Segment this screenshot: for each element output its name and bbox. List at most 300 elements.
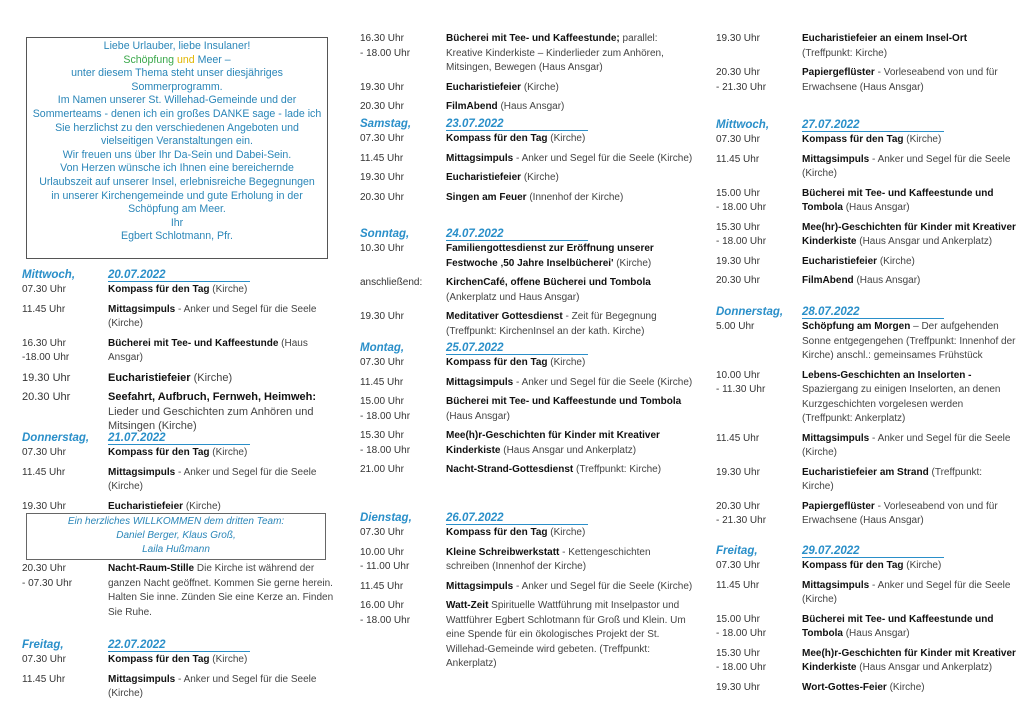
event-row [360, 276, 695, 305]
event-description [446, 463, 695, 478]
event-description [802, 153, 1016, 182]
event-time [360, 599, 446, 672]
event-description [446, 242, 695, 271]
event-details: (Kirche) [547, 527, 586, 538]
event-row [360, 152, 695, 167]
event-description [802, 221, 1016, 250]
start-time: 19.30 Uhr [716, 255, 760, 267]
event-description [802, 66, 1016, 95]
intro-line: vielseitigen Veranstaltungen ein. [101, 135, 253, 148]
event-title: Mittagsimpuls [108, 466, 176, 478]
event-row [360, 81, 695, 96]
event-description [446, 310, 695, 339]
event-row [716, 500, 1016, 529]
end-time: - 07.30 Uhr [22, 577, 73, 589]
event-title: Seefahrt, Aufbruch, Fernweh, Heimweh: [108, 391, 317, 403]
event-description [446, 100, 695, 115]
event-title: Kleine Schreibwerkstatt [446, 546, 560, 558]
event-row [22, 390, 340, 434]
event-title: Mittagsimpuls [802, 432, 870, 444]
event-description [802, 133, 1016, 148]
event-row [22, 673, 340, 702]
event-time [22, 673, 108, 702]
start-time: 15.00 Uhr [716, 613, 760, 625]
end-time: - 18.00 Uhr [716, 202, 767, 213]
event-description [108, 371, 340, 386]
event-time [22, 371, 108, 386]
event-description [446, 376, 695, 391]
intro-line: Sie herzlichst zu den verschiedenen Angeboten und [55, 121, 299, 134]
start-time: 19.30 Uhr [22, 371, 71, 384]
event-title: Kompass für den Tag [108, 447, 210, 458]
event-details: (Kirche) [877, 255, 915, 267]
event-row [22, 500, 340, 515]
event-row [716, 681, 1016, 696]
intro-line: Liebe Urlauber, liebe Insulaner! [103, 40, 251, 52]
event-row [360, 376, 695, 391]
event-details: - Vorleseabend von und für Erwachsene (Haus Ansgar) [802, 67, 998, 93]
event-row [360, 429, 695, 458]
start-time: 19.30 Uhr [360, 311, 404, 322]
day-header [22, 431, 340, 445]
day-block [22, 268, 340, 434]
event-details: (Kirche) [190, 371, 233, 384]
start-time: 15.00 Uhr [360, 396, 404, 407]
event-description [446, 171, 695, 186]
event-title: Familiengottesdienst zur Eröffnung unserer Festwoche ‚50 Jahre Inselbücherei' [446, 243, 654, 269]
event-row [360, 546, 695, 575]
day-name: Freitag, [716, 545, 758, 557]
day-block [716, 31, 1016, 95]
start-time: 19.30 Uhr [716, 681, 760, 693]
event-details: (Haus Ansgar und Ankerplatz) [500, 444, 637, 456]
event-time [360, 429, 446, 458]
event-details: (Kirche) [209, 447, 248, 458]
event-time [716, 369, 802, 427]
day-block [716, 544, 1016, 695]
event-title: FilmAbend [802, 275, 854, 286]
event-title: KirchenCafé, offene Bücherei und Tombola [446, 277, 651, 288]
start-time: 07.30 Uhr [360, 357, 404, 368]
event-row [716, 466, 1016, 495]
day-block [716, 118, 1016, 289]
event-title: Papiergeflüster [802, 67, 875, 78]
event-details: - Vorleseabend von und für Erwachsene (Haus Ansgar) [802, 500, 998, 526]
day-date: 25.07.2022 [446, 341, 588, 355]
event-details: (Kirche) [903, 560, 942, 571]
event-title: Eucharistiefeier [108, 500, 184, 512]
event-description [802, 500, 1016, 529]
event-row [22, 371, 340, 386]
event-title: Kompass für den Tag [446, 133, 548, 144]
event-time [360, 242, 446, 271]
event-time [360, 580, 446, 595]
event-row [716, 66, 1016, 95]
event-time [716, 221, 802, 250]
start-time: 19.30 Uhr [716, 466, 760, 478]
event-details: - Kettengeschichten schreiben (Innenhof der Kirche) [446, 546, 651, 572]
event-row [360, 599, 695, 672]
event-description [108, 562, 340, 620]
day-header [360, 227, 695, 241]
day-name: Freitag, [22, 639, 64, 651]
event-title: Mittagsimpuls [802, 153, 870, 165]
event-description [802, 613, 1016, 642]
event-description [802, 579, 1016, 608]
event-row [360, 132, 695, 147]
event-title: FilmAbend [446, 101, 498, 112]
event-description [802, 187, 1016, 216]
start-time: 07.30 Uhr [22, 654, 66, 665]
start-time: 19.30 Uhr [360, 172, 404, 183]
event-details: (Kirche) [613, 257, 652, 269]
event-title: Kompass für den Tag [802, 560, 904, 571]
event-details: (Haus Ansgar) [842, 202, 910, 213]
event-time [716, 66, 802, 95]
event-row [22, 283, 340, 298]
event-row [716, 647, 1016, 676]
end-time: - 18.00 Uhr [360, 444, 411, 456]
day-block [716, 305, 1016, 529]
event-row [716, 579, 1016, 608]
event-title: Mittagsimpuls [802, 579, 870, 591]
event-time [22, 283, 108, 298]
start-time: 11.45 Uhr [716, 579, 760, 591]
day-name: Mittwoch, [716, 119, 770, 131]
day-block [360, 31, 695, 115]
start-time: 10.30 Uhr [360, 243, 404, 254]
event-time [360, 132, 446, 147]
event-title: Eucharistiefeier an einem Insel-Ort [802, 33, 968, 44]
event-row [360, 242, 695, 271]
start-time: 11.45 Uhr [360, 376, 404, 388]
event-title: Bücherei mit Tee- und Kaffeestunde und Tombola [802, 187, 994, 213]
event-time [716, 133, 802, 148]
event-details: (Kirche) [209, 284, 248, 295]
start-time: 20.30 Uhr [22, 391, 71, 403]
event-details: - Anker und Segel für die Seele (Kirche) [802, 432, 1011, 458]
event-row [716, 432, 1016, 461]
event-details: (Treffpunkt: Kirche) [802, 47, 888, 59]
event-description [802, 432, 1016, 461]
start-time: 07.30 Uhr [22, 447, 66, 458]
start-time: 21.00 Uhr [360, 464, 404, 475]
event-row [716, 559, 1016, 574]
event-time [360, 276, 446, 305]
event-description [108, 653, 340, 668]
event-title: Nacht-Raum-Stille [108, 563, 195, 574]
day-date: 20.07.2022 [108, 268, 250, 282]
start-time: 5.00 Uhr [716, 321, 755, 332]
intro-line: Von Herzen wünsche ich Ihnen eine bereichernde [60, 162, 294, 175]
event-title: Bücherei mit Tee- und Kaffeestunde und Tombola [802, 613, 994, 639]
start-time: 20.30 Uhr [360, 101, 404, 112]
event-details: – Der aufgehenden Sonne entgegengehen (Treffpunkt: Innenhof der Kirche) anschl.: gemeinsames Frühstück [802, 321, 1016, 361]
event-title: Eucharistiefeier am Strand [802, 466, 929, 478]
event-details: Die Kirche ist während der ganzen Nacht geöffnet. Kommen Sie gerne herein. Halten Sie inne. Zünden Sie eine Kerze an. Finden Sie Ruhe. [108, 563, 334, 618]
event-title: Mittagsimpuls [108, 303, 176, 315]
event-details: (Kirche) [903, 134, 942, 145]
event-row [360, 310, 695, 339]
event-description [108, 337, 340, 366]
event-time [22, 653, 108, 668]
event-title: Bücherei mit Tee- und Kaffeestunde [108, 337, 279, 349]
event-title: Eucharistiefeier [802, 255, 878, 267]
end-time: - 18.00 Uhr [716, 236, 767, 247]
event-time [22, 562, 108, 620]
event-time [22, 390, 108, 434]
event-row [716, 613, 1016, 642]
intro-signature: Egbert Schlotmann, Pfr. [121, 230, 233, 243]
start-time: 16.00 Uhr [360, 600, 404, 611]
start-time: 19.30 Uhr [716, 33, 760, 44]
start-time: 20.30 Uhr [360, 191, 404, 203]
event-description [108, 303, 340, 332]
event-time [360, 81, 446, 96]
event-title: Lebens-Geschichten an Inselorten - [802, 369, 972, 381]
start-time: 11.45 Uhr [22, 673, 66, 685]
event-row [360, 356, 695, 371]
end-time: - 21.30 Uhr [716, 515, 767, 526]
event-details: (Haus Ansgar) [446, 410, 510, 422]
event-time [716, 466, 802, 495]
intro-line: Schöpfung am Meer. [128, 203, 226, 216]
day-block [360, 341, 695, 478]
event-time [22, 500, 108, 515]
event-title: Mittagsimpuls [446, 376, 514, 388]
event-title: Singen am Feuer [446, 191, 527, 203]
day-header [22, 638, 340, 652]
day-block [22, 638, 340, 702]
event-details: - Anker und Segel für die Seele (Kirche) [513, 376, 693, 388]
start-time: 15.30 Uhr [716, 221, 760, 233]
event-details: (Kirche) [521, 172, 559, 183]
event-description [108, 673, 340, 702]
event-title: Nacht-Strand-Gottesdienst [446, 464, 574, 475]
event-time [716, 320, 802, 364]
event-description [802, 32, 1016, 61]
day-name: Donnerstag, [716, 306, 784, 318]
event-details: - Anker und Segel für die Seele (Kirche) [108, 303, 317, 329]
start-time: 15.30 Uhr [360, 430, 404, 441]
event-row [22, 446, 340, 461]
event-description [802, 255, 1016, 270]
event-details: (Treffpunkt: Kirche) [802, 466, 983, 492]
event-details: (Haus Ansgar und Ankerplatz) [856, 236, 993, 247]
event-row [716, 32, 1016, 61]
event-description [446, 152, 695, 167]
day-header [716, 305, 1016, 319]
welcome-line: Laila Hußmann [142, 544, 210, 555]
event-row [360, 100, 695, 115]
event-title: Eucharistiefeier [108, 371, 191, 384]
event-title: Eucharistiefeier [446, 172, 522, 183]
day-date: 28.07.2022 [802, 305, 944, 319]
event-details: Spirituelle Wattführung mit Inselpastor und Wattführer Egbert Schlotmann für Groß und Klein. Um eine Spende für ein ökologisches Projekt der St. Willehad-Gemeinde wird gebeten. (Treffpunkt: Ankerplatz) [446, 600, 686, 669]
welcome-team-box [26, 513, 326, 560]
event-details: - Anker und Segel für die Seele (Kirche) [513, 152, 693, 164]
theme-word: Schöpfung [123, 53, 175, 66]
day-name: Sonntag, [360, 228, 410, 240]
event-row [360, 191, 695, 206]
event-description [108, 446, 340, 461]
event-description [446, 580, 695, 595]
event-row [22, 466, 340, 495]
event-time [360, 376, 446, 391]
start-time: 10.00 Uhr [716, 369, 760, 381]
start-time: 16.30 Uhr [22, 337, 66, 349]
end-time: -18.00 Uhr [22, 352, 70, 363]
event-title: Papiergeflüster [802, 500, 875, 512]
event-row [716, 255, 1016, 270]
event-time [716, 613, 802, 642]
welcome-line: Daniel Berger, Klaus Groß, [116, 530, 236, 541]
start-time: 07.30 Uhr [716, 560, 760, 571]
start-time: 20.30 Uhr [22, 563, 66, 574]
event-description [446, 599, 695, 672]
start-time: 07.30 Uhr [22, 284, 66, 295]
event-row [716, 274, 1016, 289]
end-time: - 11.00 Uhr [360, 561, 410, 572]
event-row [360, 526, 695, 541]
event-row [22, 653, 340, 668]
event-time [716, 681, 802, 696]
day-block [360, 117, 695, 205]
event-title: Mee(h)r-Geschichten für Kinder mit Kreativer Kinderkiste [446, 430, 660, 456]
event-details: (Kirche) [183, 500, 221, 512]
intro-line: unter diesem Thema steht unser diesjähriges [71, 67, 283, 80]
day-name: Montag, [360, 342, 405, 354]
event-time [716, 500, 802, 529]
event-time [716, 579, 802, 608]
intro-line: Sommerteams - denen ich ein großes DANKE sage - lade ich [32, 107, 322, 120]
end-time: - 18.00 Uhr [360, 47, 411, 59]
event-description [446, 191, 695, 206]
event-title: Wort-Gottes-Feier [802, 681, 887, 693]
event-details: (Kirche) [521, 81, 559, 93]
event-title: Kompass für den Tag [446, 527, 548, 538]
day-date: 26.07.2022 [446, 511, 588, 525]
event-description [446, 546, 695, 575]
event-description [108, 390, 340, 434]
event-description [108, 500, 340, 515]
start-time: 11.45 Uhr [360, 580, 404, 592]
event-details: Lieder und Geschichten zum Anhören und Mitsingen (Kirche) [108, 405, 314, 432]
intro-line: Ihr [170, 216, 184, 229]
event-time [360, 395, 446, 424]
day-name: Donnerstag, [22, 432, 90, 444]
event-row [716, 187, 1016, 216]
event-row [716, 320, 1016, 364]
event-description [802, 559, 1016, 574]
day-block [360, 227, 695, 339]
day-block [22, 561, 340, 620]
event-description [446, 526, 695, 541]
start-time: 20.30 Uhr [716, 275, 760, 286]
event-description [108, 466, 340, 495]
day-date: 29.07.2022 [802, 544, 944, 558]
day-date: 21.07.2022 [108, 431, 250, 445]
event-title: Schöpfung am Morgen [802, 321, 911, 332]
event-row [22, 562, 340, 620]
event-time [360, 191, 446, 206]
start-time: 16.30 Uhr [360, 33, 404, 44]
event-details: (Haus Ansgar) [497, 101, 565, 112]
event-description [802, 320, 1016, 364]
event-description [108, 283, 340, 298]
day-date: 27.07.2022 [802, 118, 944, 132]
event-time [716, 255, 802, 270]
day-header [360, 341, 695, 355]
event-time [360, 546, 446, 575]
event-row [360, 395, 695, 424]
end-time: - 21.30 Uhr [716, 81, 767, 93]
event-description [446, 81, 695, 96]
event-row [360, 580, 695, 595]
event-details: - Zeit für Begegnung (Treffpunkt: KirchenInsel an der kath. Kirche) [446, 311, 657, 337]
start-time: 11.45 Uhr [716, 153, 760, 165]
event-description [802, 681, 1016, 696]
intro-line: in unserer Kirchengemeinde und gute Erholung in der [51, 189, 303, 202]
start-time: 07.30 Uhr [360, 133, 404, 144]
event-time [22, 337, 108, 366]
theme-word: Meer – [197, 53, 231, 66]
event-time [360, 526, 446, 541]
day-header [22, 268, 340, 282]
event-time [22, 466, 108, 495]
start-time: 07.30 Uhr [716, 134, 760, 145]
event-time [716, 153, 802, 182]
start-time: 11.45 Uhr [360, 152, 404, 164]
event-title: Mee(h)r-Geschichten für Kinder mit Kreativer Kinderkiste [802, 647, 1016, 673]
event-title: Kompass für den Tag [108, 284, 210, 295]
end-time: - 18.00 Uhr [716, 628, 767, 639]
event-title: Meditativer Gottesdienst [446, 311, 563, 322]
start-time: 20.30 Uhr [716, 67, 760, 78]
day-name: Mittwoch, [22, 269, 76, 281]
event-details: (Ankerplatz und Haus Ansgar) [446, 291, 580, 303]
event-title: Mittagsimpuls [446, 152, 514, 164]
event-description [446, 429, 695, 458]
day-date: 22.07.2022 [108, 638, 250, 652]
event-time [22, 303, 108, 332]
day-name: Samstag, [360, 118, 412, 130]
event-details: (Haus Ansgar und Ankerplatz) [856, 662, 993, 673]
event-details: - Anker und Segel für die Seele (Kirche) [513, 580, 693, 592]
event-time [716, 647, 802, 676]
intro-line: Wir freuen uns über Ihr Da-Sein und Dabei-Sein. [62, 148, 292, 161]
event-time [716, 559, 802, 574]
intro-line: Urlaubszeit auf unserer Insel, erlebnisreiche Begegnungen [39, 175, 315, 188]
event-title: Kompass für den Tag [108, 654, 210, 665]
event-details: (Kirche) [547, 357, 586, 368]
day-header [360, 511, 695, 525]
day-date: 24.07.2022 [446, 227, 588, 241]
event-row [716, 369, 1016, 427]
event-title: Mittagsimpuls [446, 580, 514, 592]
start-time: 10.00 Uhr [360, 546, 404, 558]
event-row [716, 153, 1016, 182]
start-time: 15.30 Uhr [716, 647, 760, 659]
event-row [360, 171, 695, 186]
event-title: Bücherei mit Tee- und Kaffeestunde; [446, 33, 620, 44]
event-details: (Innenhof der Kirche) [526, 191, 624, 203]
event-description [446, 132, 695, 147]
event-time [360, 463, 446, 478]
end-time: - 18.00 Uhr [360, 410, 411, 422]
event-description [446, 356, 695, 371]
event-time [716, 32, 802, 61]
